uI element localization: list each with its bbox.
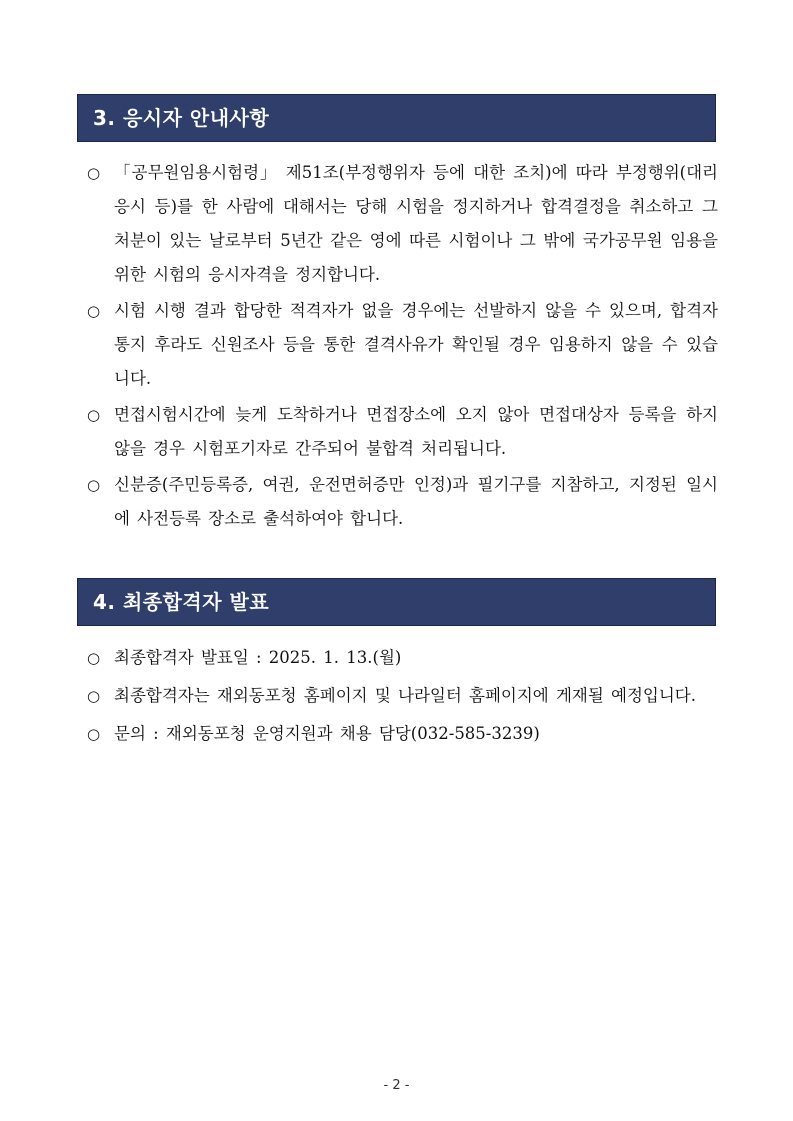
- list-item-text: 면접시험시간에 늦게 도착하거나 면접장소에 오지 않아 면접대상자 등록을 하지 않을 경우 시험포기자로 간주되어 불합격 처리됩니다.: [114, 405, 718, 458]
- list-item-text: 최종합격자는 재외동포청 홈페이지 및 나라일터 홈페이지에 게재될 예정입니다.: [114, 686, 696, 705]
- list-item: [86, 398, 718, 466]
- circle-bullet-icon: ○: [87, 649, 101, 667]
- circle-bullet-icon: ○: [87, 687, 101, 705]
- section-4-list: [86, 641, 718, 755]
- list-item-text: 최종합격자 발표일 : 2025. 1. 13.(월): [114, 648, 402, 667]
- list-item-text: 문의 : 재외동포청 운영지원과 채용 담당(032-585-3239): [114, 724, 540, 743]
- section-3-heading: 3. 응시자 안내사항: [77, 94, 716, 142]
- circle-bullet-icon: ○: [87, 406, 101, 424]
- circle-bullet-icon: ○: [87, 476, 101, 494]
- section-3-list: [86, 156, 718, 538]
- list-item: [86, 679, 718, 713]
- list-item-text: 시험 시행 결과 합당한 적격자가 없을 경우에는 선발하지 않을 수 있으며, 합격자 통지 후라도 신원조사 등을 통한 결격사유가 확인될 경우 임용하지 않을 수 있습니다.: [114, 301, 718, 388]
- list-item: [86, 294, 718, 396]
- list-item: [86, 156, 718, 292]
- list-item-text: 신분증(주민등록증, 여권, 운전면허증만 인정)과 필기구를 지참하고, 지정된 일시에 사전등록 장소로 출석하여야 합니다.: [114, 475, 718, 528]
- section-4-heading: 4. 최종합격자 발표: [77, 578, 716, 626]
- list-item: [86, 468, 718, 536]
- list-item: [86, 717, 718, 751]
- circle-bullet-icon: ○: [87, 725, 101, 743]
- page-number: - 2 -: [383, 1078, 410, 1093]
- circle-bullet-icon: ○: [87, 302, 101, 320]
- list-item-text: 「공무원임용시험령」 제51조(부정행위자 등에 대한 조치)에 따라 부정행위(대리응시 등)를 한 사람에 대해서는 당해 시험을 정지하거나 합격결정을 취소하고 그 처분이 있는 날로부터 5년간 같은 영에 따른 시험이나 그 밖에 국가공무원 임용을 위한 시험의 응시자격을 정지합니다.: [114, 163, 718, 284]
- circle-bullet-icon: ○: [87, 164, 101, 182]
- list-item: [86, 641, 718, 675]
